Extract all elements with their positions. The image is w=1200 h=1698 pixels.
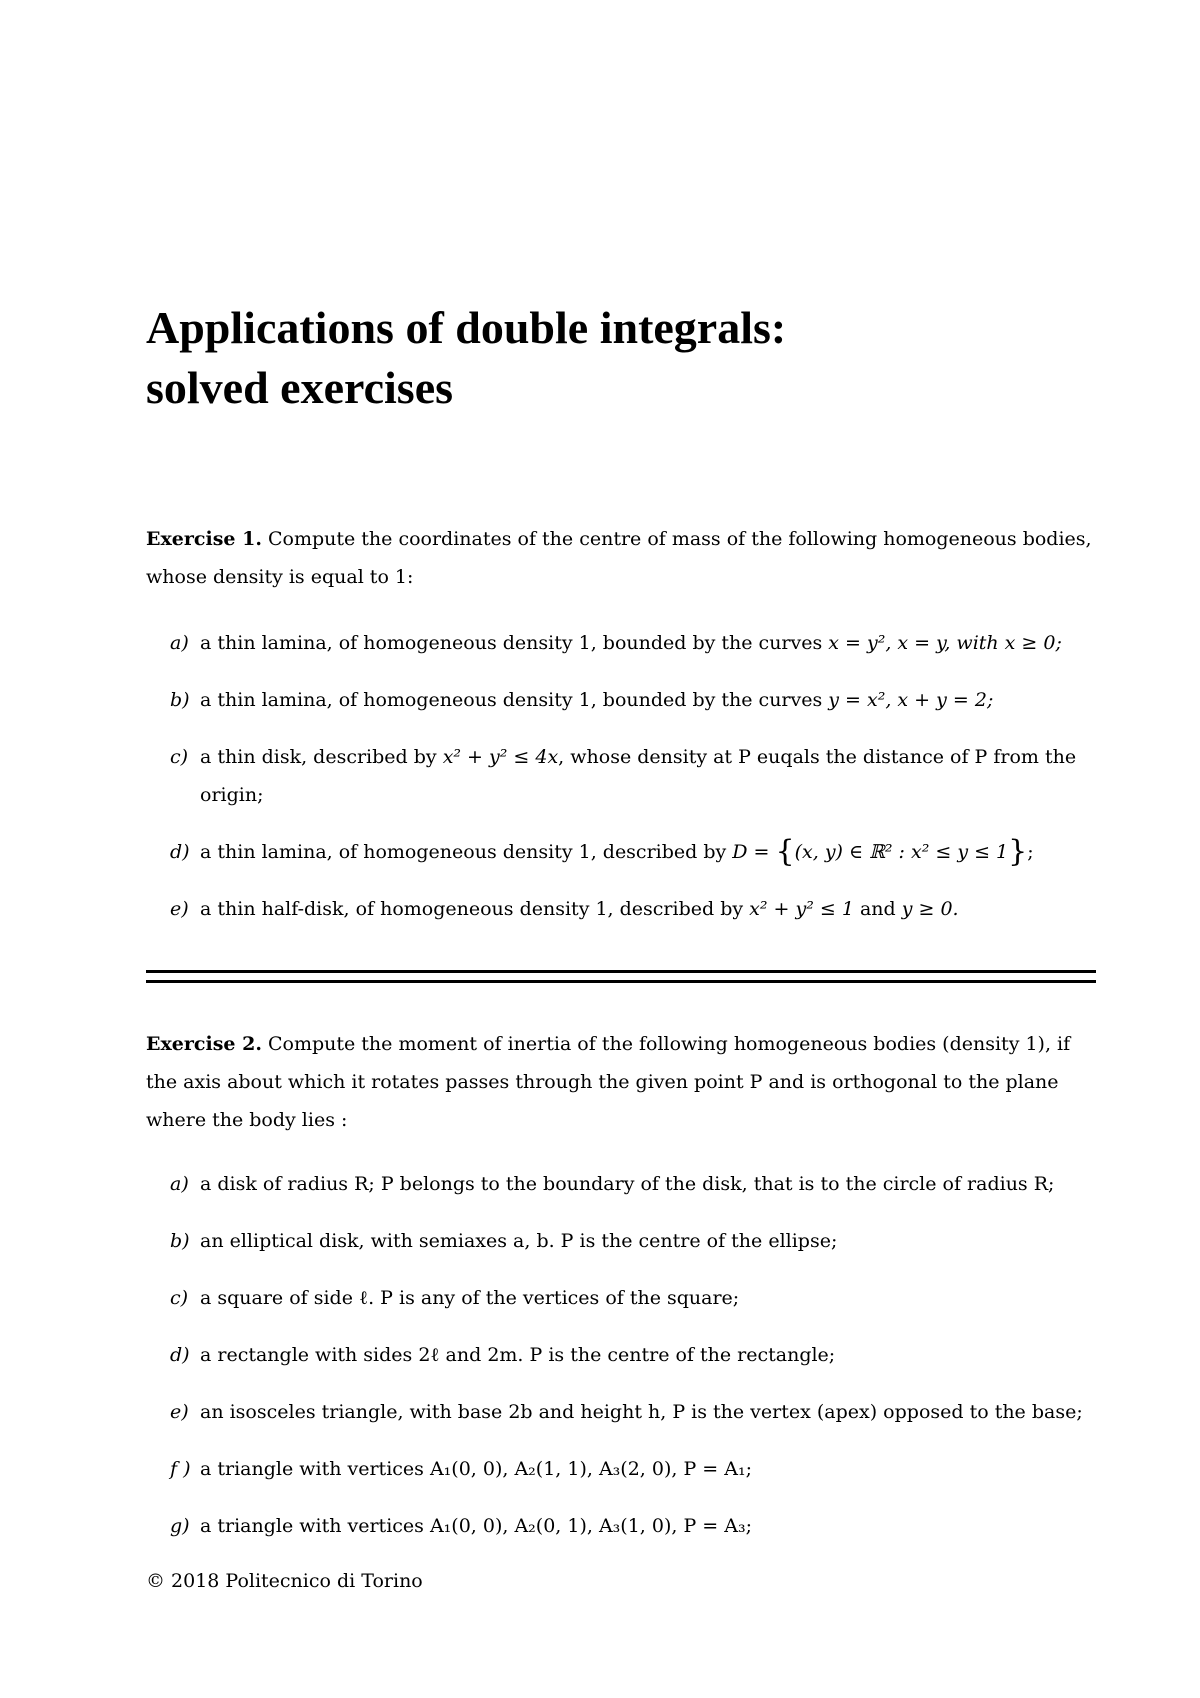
item-label: a) [170,1173,189,1195]
exercise-1-item-c [170,738,1096,814]
item-text: a thin disk, described by [200,746,443,768]
item-math: y = x², x + y = 2; [828,689,994,711]
item-text: an elliptical disk, with semiaxes a, b. P is the centre of the ellipse; [200,1230,838,1252]
exercise-2-item-e [170,1393,1096,1431]
exercise-1-item-d [170,833,1096,871]
document-title [146,298,1096,418]
item-label: g) [170,1515,190,1537]
exercise-1-intro-text: Compute the coordinates of the centre of mass of the following homogeneous bodies, whose density is equal to 1: [146,528,1092,588]
exercise-2-intro [146,1025,1096,1139]
exercise-1-item-a [170,624,1096,662]
item-math: x² + y² ≤ 4x [442,746,559,768]
copyright-footer: © 2018 Politecnico di Torino [146,1570,423,1592]
item-text: a thin lamina, of homogeneous density 1, described by [200,841,733,863]
item-text: a thin lamina, of homogeneous density 1, bounded by the curves [200,632,829,654]
item-text-post: , whose density at P euqals the distance of P from the origin; [200,746,1077,806]
item-math-2: y ≥ 0. [901,898,959,920]
item-label: a) [170,632,189,654]
exercise-2-item-d [170,1336,1096,1374]
item-label: c) [170,1287,189,1309]
exercise-2-item-a [170,1165,1096,1203]
item-text: a triangle with vertices A₁(0, 0), A₂(0, 1), A₃(1, 0), P = A₃; [200,1515,752,1537]
separator-rule-top [146,970,1096,973]
exercise-1-heading: Exercise 1. [146,528,262,550]
item-text-post: ; [1027,841,1034,863]
item-text: a triangle with vertices A₁(0, 0), A₂(1, 1), A₃(2, 0), P = A₁; [200,1458,752,1480]
item-math: x² + y² ≤ 1 [749,898,854,920]
exercise-2-item-f [170,1450,1096,1488]
item-label: b) [170,1230,190,1252]
left-brace: { [775,834,795,869]
item-text: an isosceles triangle, with base 2b and height h, P is the vertex (apex) opposed to the base; [200,1401,1083,1423]
item-text: a disk of radius R; P belongs to the boundary of the disk, that is to the circle of radius R; [200,1173,1055,1195]
item-math-set: (x, y) ∈ ℝ² : x² ≤ y ≤ 1 [794,841,1009,863]
item-label: d) [170,1344,190,1366]
item-label: b) [170,689,190,711]
item-label: c) [170,746,189,768]
exercise-1-item-b [170,681,1096,719]
item-label: d) [170,841,190,863]
exercise-1-intro [146,520,1096,596]
exercise-2-item-b [170,1222,1096,1260]
exercise-2-intro-text: Compute the moment of inertia of the following homogeneous bodies (density 1), if the axis about which it rotates passes through the given point P and is orthogonal to the plane where the body lies : [146,1033,1071,1131]
title-line-1: Applications of double integrals: [146,302,787,353]
title-line-2: solved exercises [146,362,454,413]
right-brace: } [1008,834,1028,869]
item-math: x = y², x = y, with x ≥ 0; [828,632,1062,654]
exercise-1-item-e [170,890,1096,928]
exercise-2-item-g [170,1507,1096,1545]
item-text: a square of side ℓ. P is any of the vertices of the square; [200,1287,740,1309]
item-text: a thin half-disk, of homogeneous density 1, described by [200,898,750,920]
item-math-lhs: D = [732,841,776,863]
item-text: a rectangle with sides 2ℓ and 2m. P is the centre of the rectangle; [200,1344,836,1366]
item-label: e) [170,1401,189,1423]
item-text: a thin lamina, of homogeneous density 1, bounded by the curves [200,689,829,711]
item-label: e) [170,898,189,920]
exercise-2-item-c [170,1279,1096,1317]
item-text-mid: and [853,898,902,920]
exercise-2-heading: Exercise 2. [146,1033,262,1055]
separator-rule-bottom [146,980,1096,983]
item-label: f ) [170,1458,191,1480]
